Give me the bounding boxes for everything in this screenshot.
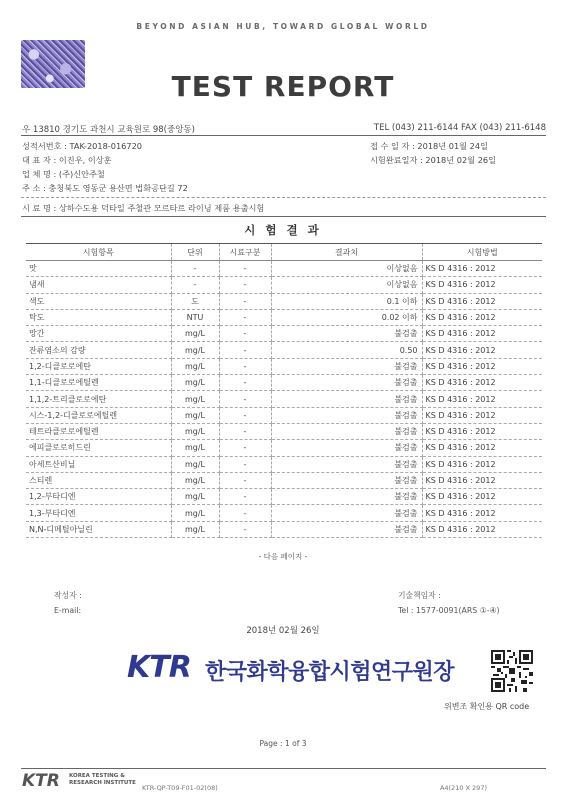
result-cell: 불검출: [271, 326, 422, 342]
result-cell: 불검출: [271, 423, 422, 439]
lab-phone-fax: TEL (043) 211-6144 FAX (043) 211-6148: [373, 123, 546, 133]
test-method-cell: KS D 4316 : 2012: [422, 505, 542, 521]
test-item-cell: 탁도: [26, 309, 171, 325]
test-method-cell: KS D 4316 : 2012: [422, 309, 542, 325]
result-cell: 불검출: [271, 391, 422, 407]
results-title: 시 험 결 과: [244, 223, 322, 237]
header-rule: [21, 135, 546, 136]
test-item-cell: 1,2-부타디엔: [26, 489, 171, 505]
table-row: [26, 489, 542, 505]
results-header-row: [26, 244, 542, 261]
result-cell: 0.50: [271, 342, 422, 358]
results-table: [26, 243, 542, 538]
table-row: [26, 261, 542, 277]
next-page-note: - 다음 페이지 -: [258, 552, 308, 561]
test-item-cell: 스티렌: [26, 472, 171, 488]
sample-type-cell: -: [219, 407, 271, 423]
result-cell: 불검출: [271, 521, 422, 537]
company-address: 주 소 : 충청북도 영동군 용산면 법화공단길 72: [22, 183, 188, 193]
table-row: [26, 326, 542, 342]
result-cell: 불검출: [271, 472, 422, 488]
column-header-unit: 단위: [171, 244, 219, 261]
result-cell: 불검출: [271, 375, 422, 391]
tech-phone: Tel : 1577-0091(ARS ①-④): [398, 606, 500, 615]
sample-type-cell: -: [219, 505, 271, 521]
unit-cell: mg/L: [171, 375, 219, 391]
unit-cell: mg/L: [171, 391, 219, 407]
author-label: 작성자 :: [54, 591, 82, 600]
result-cell: 이상없음: [271, 261, 422, 277]
table-row: [26, 309, 542, 325]
table-row: [26, 277, 542, 293]
unit-cell: -: [171, 261, 219, 277]
test-method-cell: KS D 4316 : 2012: [422, 489, 542, 505]
test-method-cell: KS D 4316 : 2012: [422, 342, 542, 358]
test-item-cell: 망간: [26, 326, 171, 342]
test-method-cell: KS D 4316 : 2012: [422, 358, 542, 374]
lab-address: 우 13810 경기도 과천시 교육원로 98(중앙동): [22, 125, 195, 135]
test-item-cell: 1,3-부타디엔: [26, 505, 171, 521]
table-row: [26, 293, 542, 309]
email-label: E-mail:: [54, 606, 82, 615]
test-item-cell: 냄새: [26, 277, 171, 293]
test-method-cell: KS D 4316 : 2012: [422, 423, 542, 439]
sample-rule: [21, 216, 546, 217]
test-item-cell: 1,1,2-트리클로로에탄: [26, 391, 171, 407]
unit-cell: mg/L: [171, 472, 219, 488]
test-item-cell: 1,2-디클로로에탄: [26, 358, 171, 374]
unit-cell: mg/L: [171, 342, 219, 358]
table-row: [26, 407, 542, 423]
test-method-cell: KS D 4316 : 2012: [422, 521, 542, 537]
unit-cell: mg/L: [171, 521, 219, 537]
test-item-cell: 시스-1,2-디클로로에틸렌: [26, 407, 171, 423]
unit-cell: 도: [171, 293, 219, 309]
test-method-cell: KS D 4316 : 2012: [422, 293, 542, 309]
qr-code-note: 위변조 확인용 QR code: [444, 702, 530, 711]
test-method-cell: KS D 4316 : 2012: [422, 440, 542, 456]
test-method-cell: KS D 4316 : 2012: [422, 261, 542, 277]
tech-manager-label: 기술책임자 :: [398, 591, 441, 600]
sample-type-cell: -: [219, 489, 271, 505]
report-number: 성적서번호 : TAK-2018-016720: [22, 141, 142, 151]
institute-line-2: RESEARCH INSTITUTE: [69, 780, 136, 786]
table-row: [26, 342, 542, 358]
column-header-result: 결과치: [271, 244, 422, 261]
organization-name: 한국화학융합시험연구원장: [205, 660, 455, 685]
table-row: [26, 391, 542, 407]
representative: 대 표 자 : 이진우, 이상훈: [22, 155, 112, 165]
info-divider: [21, 197, 546, 198]
sample-type-cell: -: [219, 309, 271, 325]
sample-type-cell: -: [219, 440, 271, 456]
sample-type-cell: -: [219, 521, 271, 537]
table-row: [26, 521, 542, 537]
test-item-cell: 에피클로로히드린: [26, 440, 171, 456]
unit-cell: -: [171, 277, 219, 293]
footer-institute-name: [69, 773, 136, 787]
table-row: [26, 375, 542, 391]
result-cell: 불검출: [271, 489, 422, 505]
completed-date: 시험완료일자 : 2018년 02월 26일: [370, 155, 497, 165]
test-method-cell: KS D 4316 : 2012: [422, 472, 542, 488]
unit-cell: mg/L: [171, 489, 219, 505]
company-name: 업 체 명 : (주)신안주철: [22, 169, 105, 179]
received-date: 접 수 일 자 : 2018년 01월 24일: [370, 141, 489, 151]
unit-cell: NTU: [171, 309, 219, 325]
sample-type-cell: -: [219, 358, 271, 374]
result-cell: 불검출: [271, 358, 422, 374]
test-method-cell: KS D 4316 : 2012: [422, 277, 542, 293]
footer-ktr-logo: KTR: [22, 771, 60, 791]
table-row: [26, 358, 542, 374]
test-item-cell: N,N-디메틸아닐린: [26, 521, 171, 537]
result-cell: 이상없음: [271, 277, 422, 293]
sample-name: 시 료 명 : 상하수도용 덕타일 주철관 모르타르 라이닝 제품 용출시험: [22, 203, 265, 213]
unit-cell: mg/L: [171, 423, 219, 439]
result-cell: 0.1 이하: [271, 293, 422, 309]
test-item-cell: 아세트산비닐: [26, 456, 171, 472]
sample-type-cell: -: [219, 456, 271, 472]
test-item-cell: 맛: [26, 261, 171, 277]
unit-cell: mg/L: [171, 326, 219, 342]
test-item-cell: 1,1-디클로로에틸렌: [26, 375, 171, 391]
unit-cell: mg/L: [171, 505, 219, 521]
table-row: [26, 505, 542, 521]
issue-date: 2018년 02월 26일: [246, 626, 320, 636]
test-item-cell: 테트라클로로에틸렌: [26, 423, 171, 439]
footer-rule: [21, 768, 546, 769]
sample-type-cell: -: [219, 423, 271, 439]
slogan: BEYOND ASIAN HUB, TOWARD GLOBAL WORLD: [136, 22, 430, 31]
qr-code-icon: [491, 650, 533, 692]
unit-cell: mg/L: [171, 440, 219, 456]
column-header-item: 시험항목: [26, 244, 171, 261]
unit-cell: mg/L: [171, 358, 219, 374]
table-row: [26, 423, 542, 439]
page-indicator: Page : 1 of 3: [259, 739, 307, 748]
sample-type-cell: -: [219, 261, 271, 277]
form-code: KTR-QP-T09-F01-02(08): [142, 784, 218, 792]
ktr-logo: KTR: [127, 650, 191, 685]
sample-type-cell: -: [219, 391, 271, 407]
report-title: TEST REPORT: [171, 70, 395, 103]
result-cell: 불검출: [271, 440, 422, 456]
table-row: [26, 456, 542, 472]
test-method-cell: KS D 4316 : 2012: [422, 407, 542, 423]
result-cell: 불검출: [271, 505, 422, 521]
column-header-sample-type: 시료구분: [219, 244, 271, 261]
sample-type-cell: -: [219, 375, 271, 391]
sample-type-cell: -: [219, 293, 271, 309]
result-cell: 불검출: [271, 407, 422, 423]
unit-cell: mg/L: [171, 407, 219, 423]
table-row: [26, 440, 542, 456]
sample-type-cell: -: [219, 342, 271, 358]
column-header-method: 시험방법: [422, 244, 542, 261]
test-method-cell: KS D 4316 : 2012: [422, 326, 542, 342]
test-item-cell: 색도: [26, 293, 171, 309]
sample-type-cell: -: [219, 277, 271, 293]
result-cell: 0.02 이하: [271, 309, 422, 325]
table-row: [26, 472, 542, 488]
result-cell: 불검출: [271, 456, 422, 472]
unit-cell: mg/L: [171, 456, 219, 472]
test-method-cell: KS D 4316 : 2012: [422, 456, 542, 472]
test-method-cell: KS D 4316 : 2012: [422, 391, 542, 407]
sample-type-cell: -: [219, 326, 271, 342]
test-item-cell: 잔류염소의 감량: [26, 342, 171, 358]
institute-line-1: KOREA TESTING &: [69, 773, 125, 779]
paper-size: A4(210 X 297): [439, 784, 487, 792]
test-method-cell: KS D 4316 : 2012: [422, 375, 542, 391]
sample-type-cell: -: [219, 472, 271, 488]
